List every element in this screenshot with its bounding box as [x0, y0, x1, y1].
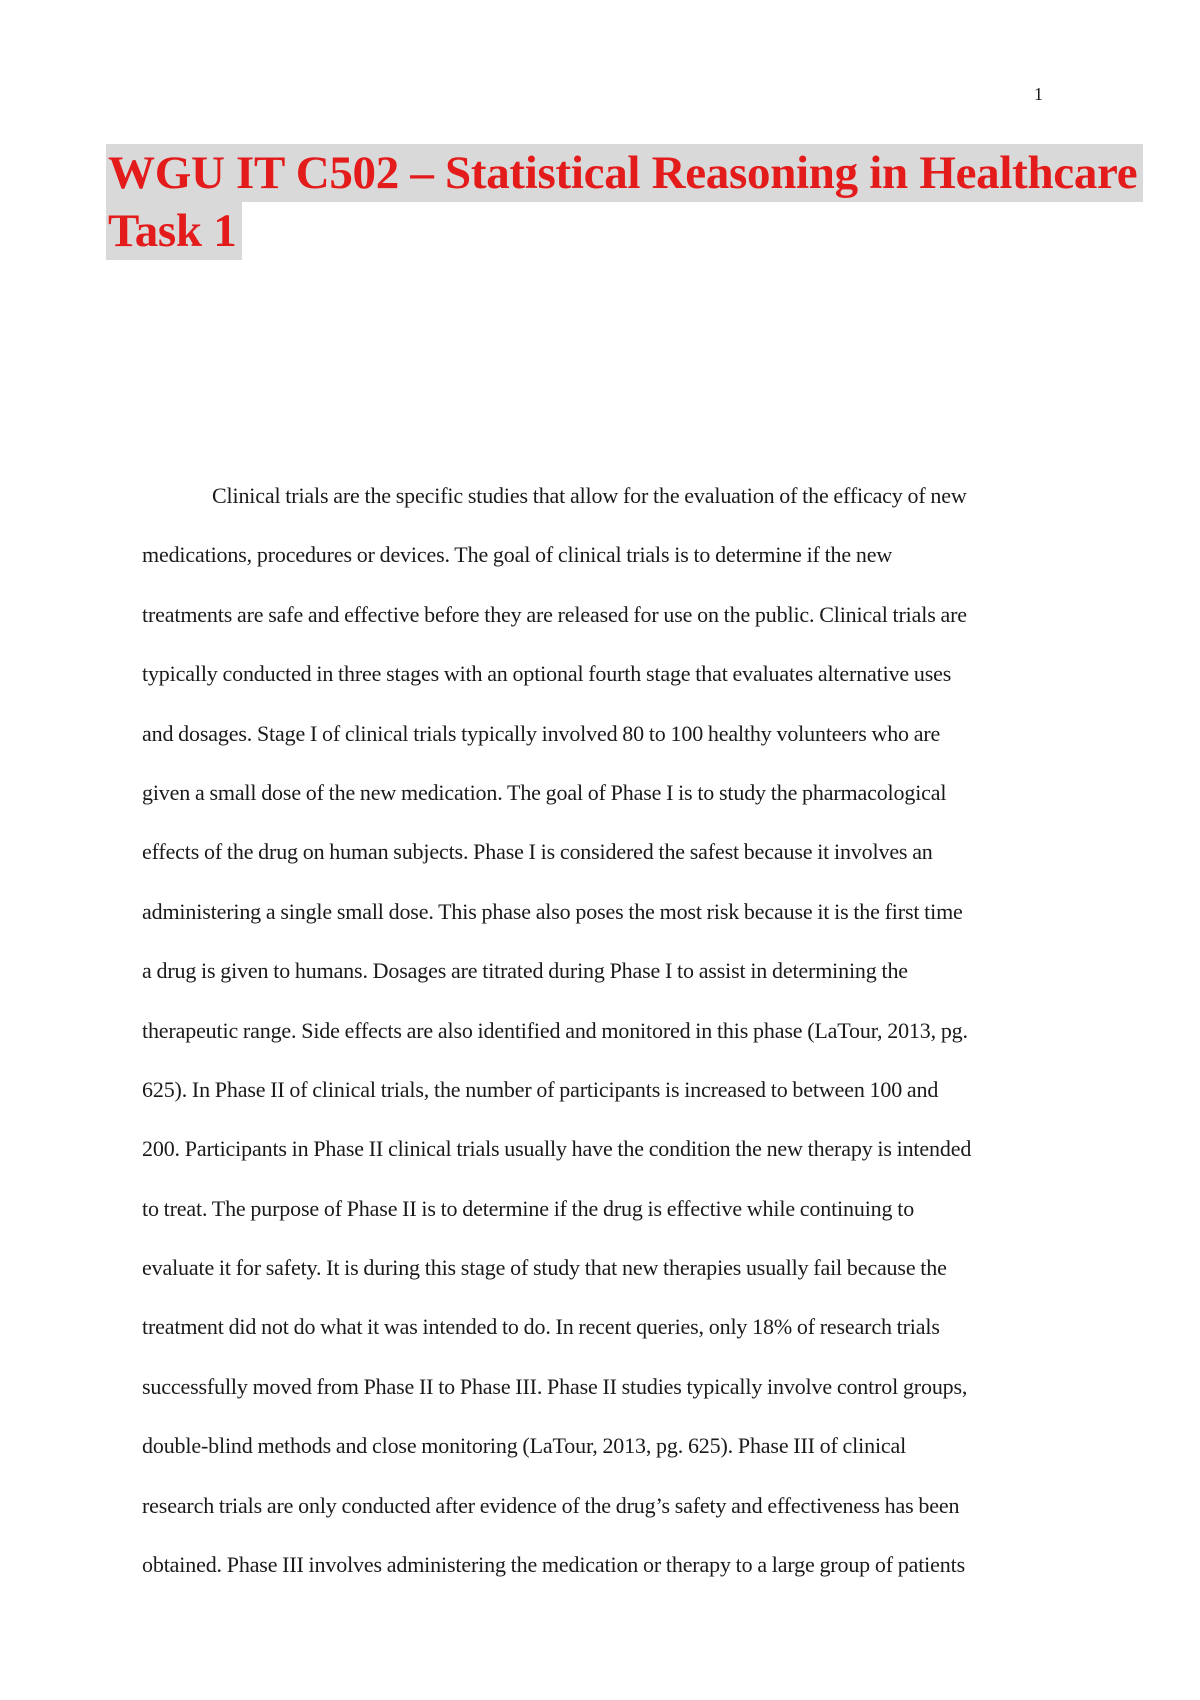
paragraph-line: evaluate it for safety. It is during this stage of study that new therapies usually fail because the	[142, 1255, 947, 1281]
title-line-2: Task 1	[106, 202, 242, 260]
paragraph-line: given a small dose of the new medication. The goal of Phase I is to study the pharmacological	[142, 779, 947, 805]
paragraph-line: and dosages. Stage I of clinical trials typically involved 80 to 100 healthy volunteers who are	[142, 720, 941, 746]
paragraph-line: double-blind methods and close monitoring (LaTour, 2013, pg. 625). Phase III of clinical	[142, 1433, 907, 1459]
paragraph-line: successfully moved from Phase II to Phase III. Phase II studies typically involve control groups,	[142, 1373, 968, 1399]
page-number: 1	[1034, 84, 1043, 104]
paragraph-line: obtained. Phase III involves administering the medication or therapy to a large group of patients	[142, 1552, 965, 1578]
paragraph-line: treatments are safe and effective before they are released for use on the public. Clinical trials are	[142, 601, 967, 627]
paragraph-line: effects of the drug on human subjects. Phase I is considered the safest because it involves an	[142, 839, 933, 865]
paragraph-line: administering a single small dose. This phase also poses the most risk because it is the first time	[142, 898, 963, 924]
paragraph-line: a drug is given to humans. Dosages are titrated during Phase I to assist in determining the	[142, 958, 908, 984]
title-line-1: WGU IT C502 – Statistical Reasoning in Healthcare	[106, 144, 1143, 202]
document-title	[106, 144, 1176, 260]
paragraph-line: Clinical trials are the specific studies that allow for the evaluation of the efficacy of new	[212, 483, 967, 508]
paragraph-line: 200. Participants in Phase II clinical trials usually have the condition the new therapy is intended	[142, 1136, 972, 1162]
paragraph-line: therapeutic range. Side effects are also identified and monitored in this phase (LaTour, 2013, pg.	[142, 1017, 968, 1043]
paragraph-line: treatment did not do what it was intended to do. In recent queries, only 18% of research trials	[142, 1314, 940, 1340]
paragraph-line: to treat. The purpose of Phase II is to determine if the drug is effective while continuing to	[142, 1195, 915, 1221]
paragraph-line: 625). In Phase II of clinical trials, the number of participants is increased to between 100 and	[142, 1076, 939, 1102]
paragraph-line: medications, procedures or devices. The goal of clinical trials is to determine if the new	[142, 542, 893, 568]
paragraph-line: typically conducted in three stages with an optional fourth stage that evaluates alternative uses	[142, 661, 952, 687]
paragraph-line: research trials are only conducted after evidence of the drug’s safety and effectiveness has been	[142, 1492, 960, 1518]
body-paragraph	[142, 474, 1062, 1602]
